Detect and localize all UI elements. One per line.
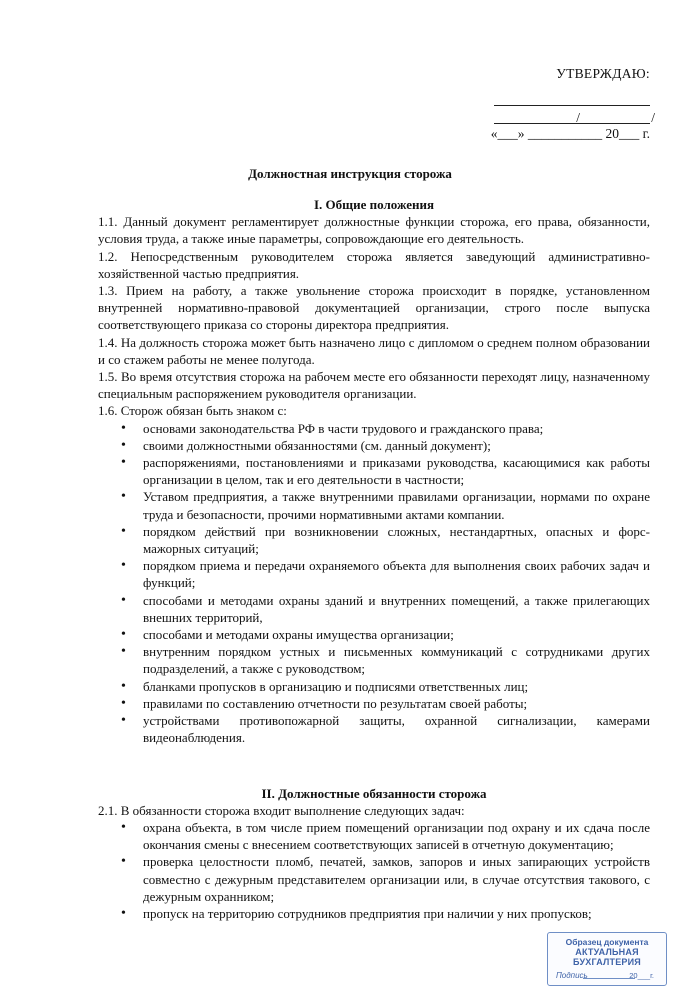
signature-slash-end: / (651, 110, 655, 125)
list-item: • своими должностными обязанностями (см. данный документ); (98, 437, 650, 454)
list-item: • охрана объекта, в том числе прием помещений организации под охрану и их сдача после окончания смены с внесением соответствующих записей в отчетную документацию; (98, 819, 650, 853)
section-spacer (98, 747, 650, 785)
section-2-heading: II. Должностные обязанности сторожа (261, 785, 487, 801)
list-item: • порядком приема и передачи охраняемого объекта для выполнения своих рабочих задач и функций; (98, 557, 650, 591)
list-item: • пропуск на территорию сотрудников предприятия при наличии у них пропусков; (98, 905, 650, 922)
stamp-sign-label: Подпись (556, 971, 588, 980)
section-1-heading: I. Общие положения (314, 197, 434, 212)
list-item: • устройствами противопожарной защиты, охранной сигнализации, камерами видеонаблюдения. (98, 712, 650, 746)
list-item: • способами и методами охраны имущества организации; (98, 626, 650, 643)
list-item: • Уставом предприятия, а также внутренними правилами организации, нормами по охране труда и безопасности, прочими нормативными актами компании. (98, 488, 650, 522)
paragraph-1-3: 1.3. Прием на работу, а также увольнение сторожа происходит в порядке, установленном внутренней нормативно-правовой документацией организации, строго после выпуска соответствующего приказа со стороны директора предприятия. (98, 283, 650, 333)
approval-signature-line (494, 106, 655, 125)
knowledge-list (98, 420, 650, 747)
stamp-caption: Образец документа (565, 937, 649, 947)
approval-title: УТВЕРЖДАЮ: (556, 66, 650, 81)
approval-block (450, 66, 655, 142)
approval-position-line (494, 88, 650, 106)
stamp-year: 20___г. (629, 971, 654, 980)
paragraph-2-1: 2.1. В обязанности сторожа входит выполнение следующих задач: (98, 802, 465, 818)
list-item: • способами и методами охраны зданий и внутренних помещений, а также прилегающих внешних территорий, (98, 592, 650, 626)
list-item: • правилами по составлению отчетности по результатам своей работы; (98, 695, 650, 712)
stamp-brand: АКТУАЛЬНАЯ БУХГАЛТЕРИЯ (573, 947, 641, 967)
document-title: Должностная инструкция сторожа (248, 166, 452, 181)
list-item: • основами законодательства РФ в части трудового и гражданского права; (98, 420, 650, 437)
paragraph-1-4: 1.4. На должность сторожа может быть назначено лицо с дипломом о среднем полном образовании и со стажем работы не менее полугода. (98, 334, 650, 367)
stamp-signature-line (583, 978, 635, 979)
list-item: • внутренним порядком устных и письменных коммуникаций с сотрудниками других подразделений, а также с руководством; (98, 643, 650, 677)
paragraph-1-1: 1.1. Данный документ регламентирует должностные функции сторожа, его права, обязанности, условия труда, а также иные параметры, сопровождающие его деятельность. (98, 214, 650, 247)
list-item: • проверка целостности пломб, печатей, замков, запоров и иных запирающих устройств совместно с дежурным представителем организации или, в случае отсутствия такового, с дежурным охранником; (98, 853, 650, 905)
sample-stamp (547, 932, 667, 986)
list-item: • порядком действий при возникновении сложных, нестандартных, опасных и форс-мажорных ситуаций; (98, 523, 650, 557)
list-item: • распоряжениями, постановлениями и приказами руководства, касающимися как работы организации в целом, так и его деятельности в частности; (98, 454, 650, 488)
paragraph-1-6: 1.6. Сторож обязан быть знаком с: (98, 403, 287, 419)
signature-slash: / (576, 110, 580, 125)
paragraph-1-2: 1.2. Непосредственным руководителем сторожа является заведующий административно-хозяйственной частью предприятия. (98, 248, 650, 281)
approval-date-line: «___» ___________ 20___ г. (490, 126, 650, 141)
document-body (98, 196, 650, 922)
paragraph-1-5: 1.5. Во время отсутствия сторожа на рабочем месте его обязанности переходят лицу, назначенному специальным распоряжением руководителя организации. (98, 369, 650, 402)
duties-list (98, 819, 650, 922)
list-item: • бланками пропусков в организацию и подписями ответственных лиц; (98, 678, 650, 695)
